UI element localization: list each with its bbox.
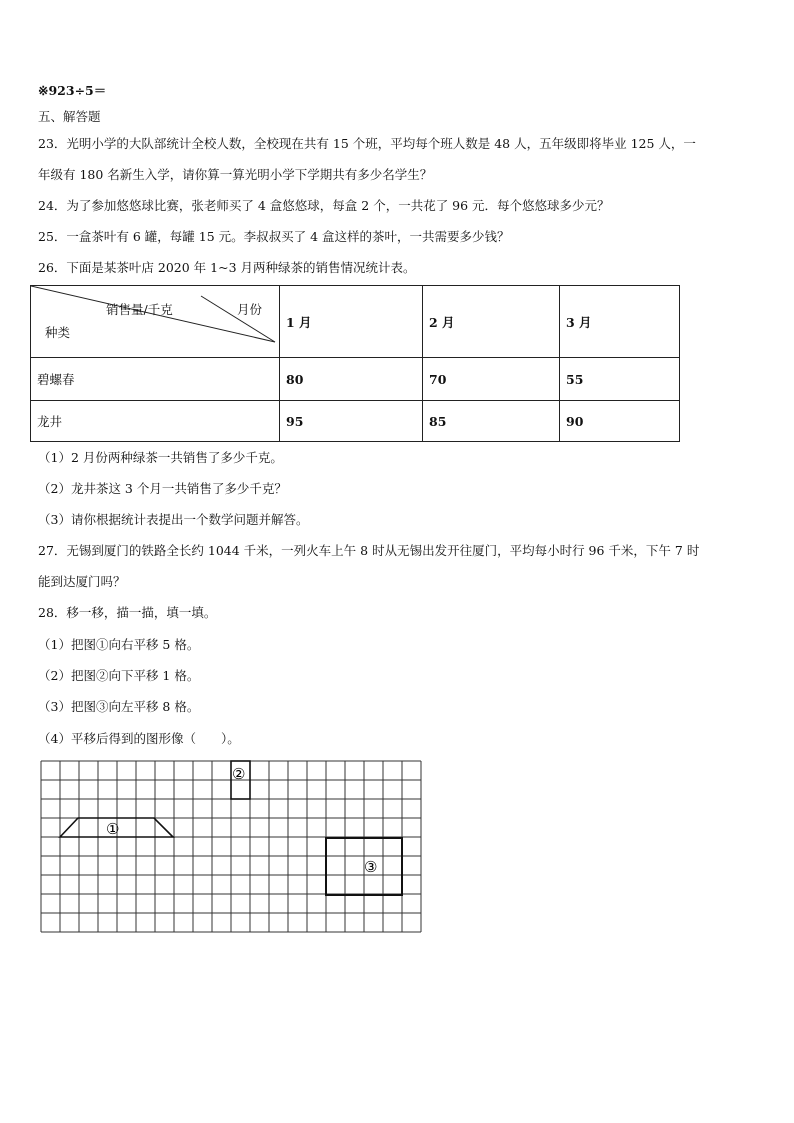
shape-3-label: ③ [364,858,378,876]
diagonal-header-cell [31,286,280,358]
sales-value: 55 [560,358,680,401]
tea-name: 碧螺春 [31,358,280,401]
grid-svg [40,760,425,938]
q28-sub2: （2）把图②向下平移 1 格。 [38,668,200,683]
month-header: 2 月 [423,286,560,358]
month-header: 1 月 [280,286,423,358]
q28-sub4: （4）平移后得到的图形像（ ）。 [38,731,240,746]
q27-line1: 27．无锡到厦门的铁路全长约 1044 千米，一列火车上午 8 时从无锡出发开往厦门，平均每小时行 96 千米，下午 7 时 [38,543,700,558]
q26-sub3: （3）请你根据统计表提出一个数学问题并解答。 [38,512,309,527]
q24: 24．为了参加悠悠球比赛，张老师买了 4 盒悠悠球，每盒 2 个，一共花了 96 元．每个悠悠球多少元？ [38,198,610,213]
sales-value: 85 [423,401,560,442]
header-type-label: 种类 [45,325,71,340]
q28: 28．移一移，描一描，填一填。 [38,605,217,620]
q23-line2: 年级有 180 名新生入学，请你算一算光明小学下学期共有多少名学生？ [38,167,433,182]
q26-sub2: （2）龙井茶这 3 个月一共销售了多少千克？ [38,481,287,496]
header-quantity-label: 销售量/千克 [106,302,173,317]
header-month-label: 月份 [237,302,263,317]
q28-sub3: （3）把图③向左平移 8 格。 [38,699,200,714]
q23-line1: 23．光明小学的大队部统计全校人数，全校现在共有 15 个班，平均每个班人数是 48 人，五年级即将毕业 125 人，一 [38,136,696,151]
q26: 26．下面是某茶叶店 2020 年 1~3 月两种绿茶的销售情况统计表。 [38,260,416,275]
sales-value: 70 [423,358,560,401]
shape-1-label: ① [106,820,120,838]
table-row [31,358,680,401]
q25: 25．一盒茶叶有 6 罐，每罐 15 元。李叔叔买了 4 盒这样的茶叶，一共需要多少钱？ [38,229,510,244]
table-row [31,401,680,442]
section-title: 五、解答题 [38,109,101,124]
sales-table [30,285,680,442]
sales-value: 90 [560,401,680,442]
sales-value: 80 [280,358,423,401]
month-header: 3 月 [560,286,680,358]
diagonal-lines [31,286,279,357]
q28-sub1: （1）把图①向右平移 5 格。 [38,637,200,652]
q27-line2: 能到达厦门吗？ [38,574,126,589]
q26-sub1: （1）2 月份两种绿茶一共销售了多少千克。 [38,450,283,465]
translation-grid [40,760,425,942]
tea-name: 龙井 [31,401,280,442]
q22-tail: ※923÷5＝ [38,83,107,98]
shape-2-label: ② [232,765,246,783]
sales-value: 95 [280,401,423,442]
